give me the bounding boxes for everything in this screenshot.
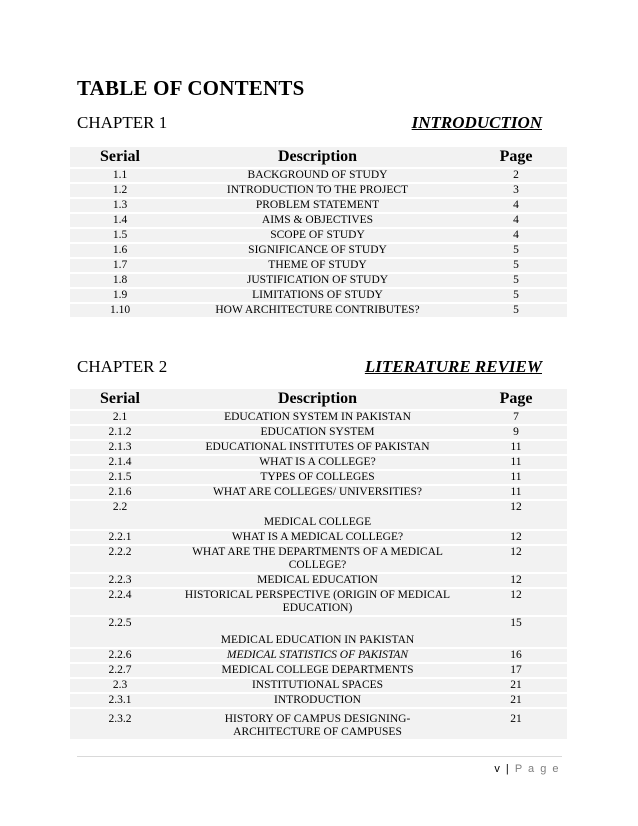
table-row <box>70 574 567 587</box>
table-row <box>70 501 567 529</box>
chapter-1-header <box>77 111 542 135</box>
description-cell: SIGNIFICANCE OF STUDY <box>170 244 465 257</box>
description-cell: INSTITUTIONAL SPACES <box>170 679 465 692</box>
serial-cell: 2.2.7 <box>70 664 170 677</box>
table-row <box>70 486 567 499</box>
serial-cell: 2.1 <box>70 411 170 424</box>
description-cell: LIMITATIONS OF STUDY <box>170 289 465 302</box>
description-cell: BACKGROUND OF STUDY <box>170 169 465 182</box>
page-cell: 12 <box>465 501 567 529</box>
chapter-2-table <box>70 387 567 741</box>
table-row <box>70 589 567 615</box>
description-cell: WHAT IS A MEDICAL COLLEGE? <box>170 531 465 544</box>
description-cell: TYPES OF COLLEGES <box>170 471 465 484</box>
table-row <box>70 531 567 544</box>
description-cell: MEDICAL COLLEGE <box>170 501 465 529</box>
description-cell: HISTORY OF CAMPUS DESIGNING-ARCHITECTURE OF CAMPUSES <box>170 709 465 739</box>
serial-cell: 1.2 <box>70 184 170 197</box>
serial-cell: 1.1 <box>70 169 170 182</box>
table-row <box>70 664 567 677</box>
table-row <box>70 694 567 707</box>
page-cell: 17 <box>465 664 567 677</box>
page-column-header: Page <box>465 389 567 409</box>
serial-cell: 2.1.4 <box>70 456 170 469</box>
chapter-1-label: CHAPTER 1 <box>77 113 168 132</box>
serial-cell: 2.1.2 <box>70 426 170 439</box>
page-column-header: Page <box>465 147 567 167</box>
serial-cell: 2.2.4 <box>70 589 170 615</box>
table-header-row <box>70 389 567 409</box>
description-cell: MEDICAL EDUCATION <box>170 574 465 587</box>
serial-cell: 2.2.2 <box>70 546 170 572</box>
serial-cell: 1.4 <box>70 214 170 227</box>
description-cell: INTRODUCTION TO THE PROJECT <box>170 184 465 197</box>
page-cell: 16 <box>465 649 567 662</box>
page-cell: 15 <box>465 617 567 647</box>
table-row <box>70 214 567 227</box>
page-cell: 21 <box>465 679 567 692</box>
serial-cell: 2.2.3 <box>70 574 170 587</box>
page-title: TABLE OF CONTENTS <box>77 76 305 100</box>
serial-cell: 1.10 <box>70 304 170 317</box>
table-row <box>70 411 567 424</box>
table-row <box>70 289 567 302</box>
table-row <box>70 441 567 454</box>
page-cell: 5 <box>465 244 567 257</box>
page-cell: 7 <box>465 411 567 424</box>
page-cell: 21 <box>465 694 567 707</box>
page-cell: 3 <box>465 184 567 197</box>
description-column-header: Description <box>170 389 465 409</box>
description-cell: HISTORICAL PERSPECTIVE (ORIGIN OF MEDICAL EDUCATION) <box>170 589 465 615</box>
page-cell: 11 <box>465 471 567 484</box>
page-cell: 5 <box>465 304 567 317</box>
page-footer <box>494 763 560 775</box>
page-cell: 12 <box>465 574 567 587</box>
serial-cell: 2.2 <box>70 501 170 529</box>
page-cell: 9 <box>465 426 567 439</box>
table-row <box>70 229 567 242</box>
description-cell: PROBLEM STATEMENT <box>170 199 465 212</box>
table-row <box>70 679 567 692</box>
page-cell: 12 <box>465 531 567 544</box>
serial-cell: 1.9 <box>70 289 170 302</box>
table-row <box>70 199 567 212</box>
page-cell: 5 <box>465 274 567 287</box>
description-cell: EDUCATION SYSTEM <box>170 426 465 439</box>
table-row <box>70 456 567 469</box>
serial-cell: 2.3 <box>70 679 170 692</box>
chapter-2-header <box>77 355 542 379</box>
description-cell: AIMS & OBJECTIVES <box>170 214 465 227</box>
page-cell: 12 <box>465 589 567 615</box>
serial-cell: 2.2.5 <box>70 617 170 647</box>
page-cell: 12 <box>465 546 567 572</box>
description-cell: MEDICAL COLLEGE DEPARTMENTS <box>170 664 465 677</box>
footer-divider <box>77 756 562 757</box>
page-cell: 11 <box>465 456 567 469</box>
chapter-2-label: CHAPTER 2 <box>77 357 168 376</box>
serial-cell: 1.5 <box>70 229 170 242</box>
description-column-header: Description <box>170 147 465 167</box>
serial-cell: 2.1.6 <box>70 486 170 499</box>
serial-cell: 2.1.3 <box>70 441 170 454</box>
description-cell: EDUCATION SYSTEM IN PAKISTAN <box>170 411 465 424</box>
serial-column-header: Serial <box>70 147 170 167</box>
page-cell: 11 <box>465 486 567 499</box>
description-cell: THEME OF STUDY <box>170 259 465 272</box>
serial-cell: 1.8 <box>70 274 170 287</box>
page-number: v <box>494 763 502 775</box>
chapter-2-heading: LITERATURE REVIEW <box>364 357 542 376</box>
description-cell: WHAT IS A COLLEGE? <box>170 456 465 469</box>
page-label: P a g e <box>514 763 560 775</box>
serial-cell: 2.3.2 <box>70 709 170 739</box>
table-row <box>70 546 567 572</box>
serial-cell: 2.1.5 <box>70 471 170 484</box>
table-row <box>70 259 567 272</box>
description-cell: MEDICAL STATISTICS OF PAKISTAN <box>170 649 465 662</box>
serial-cell: 2.3.1 <box>70 694 170 707</box>
table-row <box>70 649 567 662</box>
serial-cell: 2.2.1 <box>70 531 170 544</box>
page-cell: 2 <box>465 169 567 182</box>
table-row <box>70 709 567 739</box>
chapter-1-table <box>70 145 567 319</box>
serial-cell: 1.3 <box>70 199 170 212</box>
page-cell: 5 <box>465 259 567 272</box>
page-cell: 4 <box>465 229 567 242</box>
description-cell: WHAT ARE COLLEGES/ UNIVERSITIES? <box>170 486 465 499</box>
table-row <box>70 184 567 197</box>
table-row <box>70 304 567 317</box>
description-cell: SCOPE OF STUDY <box>170 229 465 242</box>
serial-cell: 2.2.6 <box>70 649 170 662</box>
description-cell: EDUCATIONAL INSTITUTES OF PAKISTAN <box>170 441 465 454</box>
table-row <box>70 617 567 647</box>
description-cell: INTRODUCTION <box>170 694 465 707</box>
serial-cell: 1.6 <box>70 244 170 257</box>
table-row <box>70 274 567 287</box>
table-row <box>70 244 567 257</box>
page-cell: 11 <box>465 441 567 454</box>
footer-separator: | <box>505 763 511 775</box>
page-cell: 5 <box>465 289 567 302</box>
serial-column-header: Serial <box>70 389 170 409</box>
serial-cell: 1.7 <box>70 259 170 272</box>
description-cell: WHAT ARE THE DEPARTMENTS OF A MEDICAL COLLEGE? <box>170 546 465 572</box>
page-cell: 21 <box>465 709 567 739</box>
description-cell: MEDICAL EDUCATION IN PAKISTAN <box>170 617 465 647</box>
page-cell: 4 <box>465 214 567 227</box>
table-row <box>70 426 567 439</box>
table-row <box>70 169 567 182</box>
description-cell: HOW ARCHITECTURE CONTRIBUTES? <box>170 304 465 317</box>
description-cell: JUSTIFICATION OF STUDY <box>170 274 465 287</box>
table-header-row <box>70 147 567 167</box>
page-cell: 4 <box>465 199 567 212</box>
chapter-1-heading: INTRODUCTION <box>411 113 542 132</box>
table-row <box>70 471 567 484</box>
